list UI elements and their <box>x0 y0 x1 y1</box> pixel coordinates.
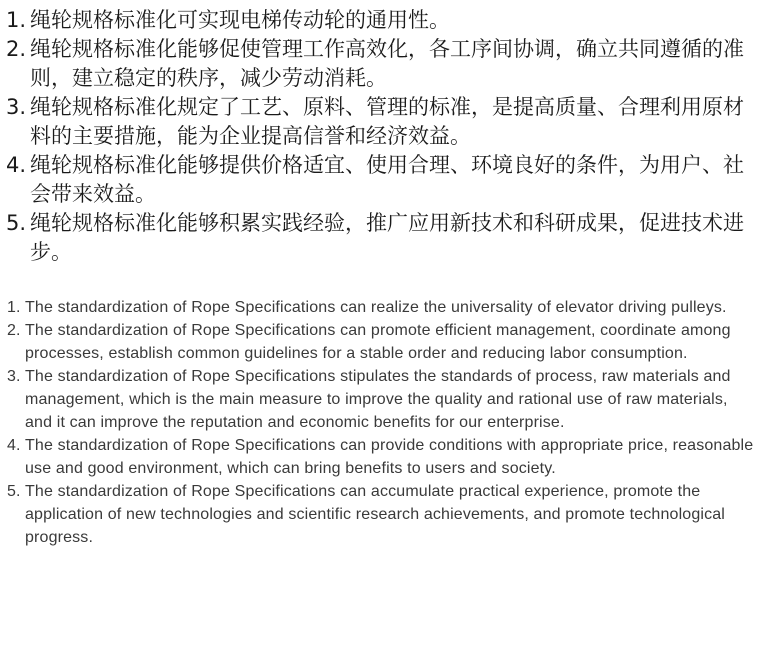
list-item-text: The standardization of Rope Specifications can provide conditions with appropriate price, reasonable use and good environment, which can bring benefits to users and society. <box>25 437 754 477</box>
chinese-list-item <box>6 35 756 93</box>
list-item-text: 绳轮规格标准化能够提供价格适宜、使用合理、环境良好的条件，为用户、社会带来效益。 <box>30 153 744 206</box>
chinese-list-item <box>6 209 756 267</box>
chinese-list-item <box>6 6 756 35</box>
list-item-number: 5. <box>6 211 27 235</box>
list-item-text: 绳轮规格标准化规定了工艺、原料、管理的标准，是提高质量、合理利用原材料的主要措施，能为企业提高信誉和经济效益。 <box>30 95 744 148</box>
chinese-list-item <box>6 93 756 151</box>
list-item-number: 2. <box>7 322 21 339</box>
list-item-text: The standardization of Rope Specifications can promote efficient management, coordinate among processes, establish common guidelines for a stable order and reducing labor consumption. <box>25 322 731 362</box>
list-item-number: 3. <box>6 95 27 119</box>
list-item-text: The standardization of Rope Specifications can realize the universality of elevator driving pulleys. <box>25 299 727 316</box>
english-list-item <box>7 434 759 480</box>
list-item-number: 1. <box>7 299 21 316</box>
list-item-text: The standardization of Rope Specifications can accumulate practical experience, promote the application of new technologies and scientific research achievements, and promote technological progress. <box>25 483 725 546</box>
english-list-item <box>7 319 759 365</box>
list-item-text: 绳轮规格标准化可实现电梯传动轮的通用性。 <box>30 8 450 32</box>
english-list-item <box>7 296 759 319</box>
list-item-number: 2. <box>6 37 27 61</box>
chinese-list <box>6 6 756 267</box>
list-item-number: 1. <box>6 8 27 32</box>
english-list-item <box>7 365 759 434</box>
list-item-text: The standardization of Rope Specifications stipulates the standards of process, raw materials and management, which is the main measure to improve the quality and rational use of raw materials, and it can improve the reputation and economic benefits for our enterprise. <box>25 368 731 431</box>
list-item-number: 4. <box>6 153 27 177</box>
list-item-text: 绳轮规格标准化能够促使管理工作高效化，各工序间协调，确立共同遵循的准则，建立稳定的秩序，减少劳动消耗。 <box>30 37 744 90</box>
english-list <box>7 296 759 549</box>
list-item-number: 5. <box>7 483 21 500</box>
list-item-number: 3. <box>7 368 21 385</box>
english-list-item <box>7 480 759 549</box>
chinese-list-item <box>6 151 756 209</box>
list-item-number: 4. <box>7 437 21 454</box>
list-item-text: 绳轮规格标准化能够积累实践经验，推广应用新技术和科研成果，促进技术进步。 <box>30 211 744 264</box>
